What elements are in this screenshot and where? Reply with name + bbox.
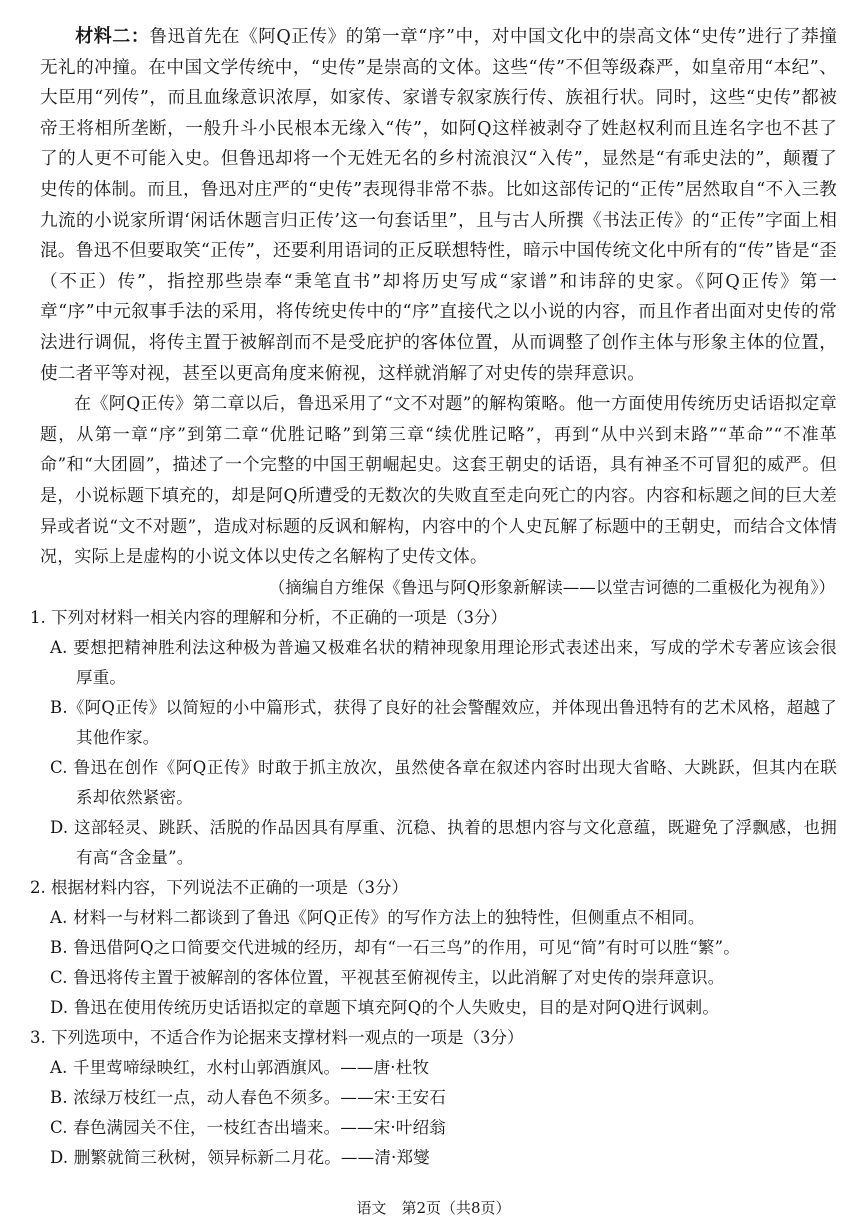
question-2-stem: 2. 根据材料内容，下列说法不正确的一项是（3分）	[30, 877, 408, 897]
question-3-option-a: A. 千里莺啼绿映红，水村山郭酒旗风。——唐·杜牧	[50, 1057, 430, 1077]
question-3-stem: 3. 下列选项中，不适合作为论据来支撑材料一观点的一项是（3分）	[30, 1027, 524, 1047]
question-list	[30, 603, 837, 1173]
question-1	[30, 603, 837, 873]
question-1-stem: 1. 下列对材料一相关内容的理解和分析，不正确的一项是（3分）	[30, 607, 507, 627]
material2-paragraph-2: 在《阿Q正传》第二章以后，鲁迅采用了“文不对题”的解构策略。他一方面使用传统历史话语拟定章题，从第一章“序”到第二章“优胜记略”到第三章“续优胜记略”，再到“从中兴到末路”“革命”“不准革命”和“大团圆”，描述了一个完整的中国王朝崛起史。这套王朝史的话语，具有神圣不可冒犯的威严。但是，小说标题下填充的，却是阿Q所遭受的无数次的失败直至走向死亡的内容。内容和标题之间的巨大差异或者说“文不对题”，造成对标题的反讽和解构，内容中的个人史瓦解了标题中的王朝史，而结合文体情况，实际上是虚构的小说文体以史传之名解构了史传文体。	[40, 394, 837, 568]
question-1-option-c: C. 鲁迅在创作《阿Q正传》时敢于抓主放次，虽然使各章在叙述内容时出现大省略、大跳跃，但其内在联系却依然紧密。	[50, 757, 837, 807]
question-2-option-b: B. 鲁迅借阿Q之口简要交代进城的经历，却有“一石三鸟”的作用，可见“简”有时可以胜“繁”。	[50, 937, 740, 957]
material2-paragraph-1	[40, 22, 837, 389]
question-1-option-d: D. 这部轻灵、跳跃、活脱的作品因具有厚重、沉稳、执着的思想内容与文化意蕴，既避免了浮飘感，也拥有高“含金量”。	[50, 817, 837, 867]
question-3	[30, 1023, 837, 1173]
question-3-option-d: D. 删繁就简三秋树，领异标新二月花。——清·郑燮	[50, 1147, 430, 1167]
question-2-option-d: D. 鲁迅在使用传统历史话语拟定的章题下填充阿Q的个人失败史，目的是对阿Q进行讽刺。	[50, 997, 720, 1017]
question-2	[30, 873, 837, 1023]
question-3-option-b: B. 浓绿万枝红一点，动人春色不须多。——宋·王安石	[50, 1087, 447, 1107]
question-2-option-a: A. 材料一与材料二都谈到了鲁迅《阿Q正传》的写作方法上的独特性，但侧重点不相同。	[50, 907, 705, 927]
question-1-option-a: A. 要想把精神胜利法这种极为普遍又极难名状的精神现象用理论形式表述出来，写成的学术专著应该会很厚重。	[50, 637, 837, 687]
material2-source-citation: （摘编自方维保《鲁迅与阿Q形象新解读——以堂吉诃德的二重极化为视角》）	[268, 577, 835, 597]
question-3-option-c: C. 春色满园关不住，一枝红杏出墙来。——宋·叶绍翁	[50, 1117, 446, 1137]
page-footer: 语文 第2页（共8页）	[356, 1199, 511, 1217]
material2-paragraph-1-text: 鲁迅首先在《阿Q正传》的第一章“序”中，对中国文化中的崇高文体“史传”进行了莽撞无礼的冲撞。在中国文学传统中，“史传”是崇高的文体。这些“传”不但等级森严，如皇帝用“本纪”、大臣用“列传”，而且血缘意识浓厚，如家传、家谱专叙家族行传、族祖行状。同时，这些“史传”都被帝王将相所垄断，一般升斗小民根本无缘入“传”，如阿Q这样被剥夺了姓赵权利而且连名字也不甚了了的人更不可能入史。但鲁迅却将一个无姓无名的乡村流浪汉“入传”，显然是“有乖史法的”，颠覆了史传的体制。而且，鲁迅对庄严的“史传”表现得非常不恭。比如这部传记的“正传”居然取自“不入三教九流的小说家所谓‘闲话休题言归正传’这一句套话里”，且与古人所撰《书法正传》的“正传”字面上相混。鲁迅不但要取笑“正传”，还要利用语词的正反联想特性，暗示中国传统文化中所有的“传”皆是“歪（不正）传”，指控那些崇奉“秉笔直书”却将历史写成“家谱”和讳辞的史家。《阿Q正传》第一章“序”中元叙事手法的采用，将传统史传中的“序”直接代之以小说的内容，而且作者出面对史传的常法进行调侃，将传主置于被解剖而不是受庇护的客体位置，从而调整了创作主体与形象主体的位置，使二者平等对视，甚至以更高角度来俯视，这样就消解了对史传的崇拜意识。	[40, 27, 837, 384]
question-1-option-b: B.《阿Q正传》以简短的小中篇形式，获得了良好的社会警醒效应，并体现出鲁迅特有的艺术风格，超越了其他作家。	[50, 697, 837, 747]
material2-label: 材料二：	[75, 26, 150, 47]
question-2-option-c: C. 鲁迅将传主置于被解剖的客体位置，平视甚至俯视传主，以此消解了对史传的崇拜意识。	[50, 967, 725, 987]
